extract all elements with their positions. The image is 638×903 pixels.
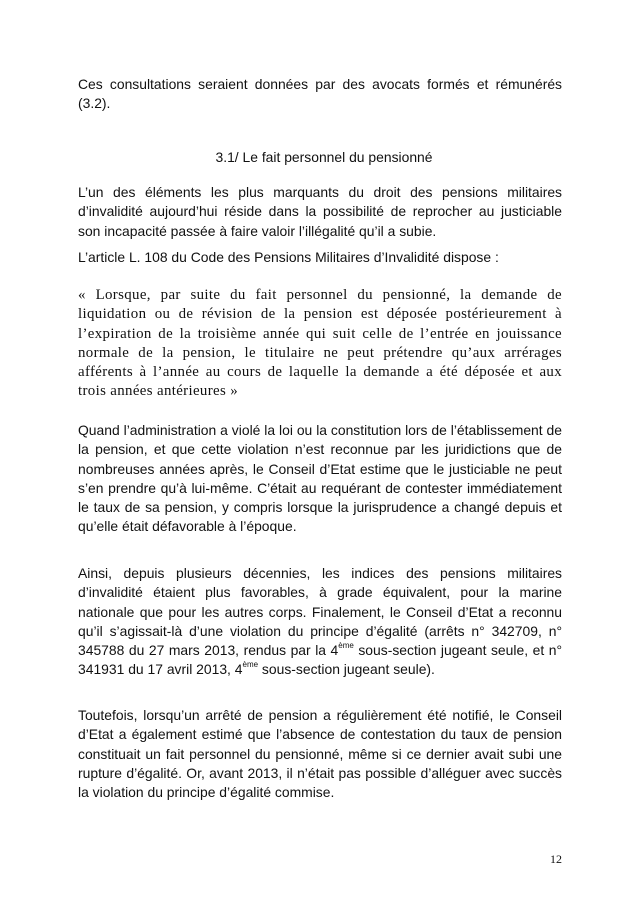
paragraph-fait-personnel: L’un des éléments les plus marquants du droit des pensions militaires d’invalidité aujourd’hui réside dans la possibilité de reprocher au justiciable son incapacité passée à faire valoir l’illégalité qu’il a subie. — [78, 184, 562, 239]
paragraph-intro: Ces consultations seraient données par des avocats formés et rémunérés (3.2). — [78, 76, 562, 112]
paragraph-administration: Quand l’administration a violé la loi ou la constitution lors de l’établissement de la pension, et que cette violation n’est reconnue par les juridictions que de nombreuses années après, le Conseil d’Etat estime que le justiciable ne peut s’en prendre qu’à lui-même. C’était au requérant de contester immédiatement le taux de sa pension, y compris lorsque la jurisprudence a changé depuis et qu’elle était défavorable à l’époque. — [78, 422, 562, 535]
page-number: 12 — [550, 852, 562, 866]
paragraph-toutefois: Toutefois, lorsqu’un arrêté de pension a régulièrement été notifié, le Conseil d’Etat a également estimé que l’absence de contestation du taux de pension constituait un fait personnel du pensionné, même si ce dernier avait subi une rupture d’égalité. Or, avant 2013, il n’était pas possible d’alléguer avec succès la violation du principe d’égalité commise. — [78, 707, 562, 801]
section-heading-text: 3.1/ Le fait personnel du pensionné — [215, 149, 433, 165]
section-heading — [0, 148, 638, 167]
superscript-ordinal-1: ème — [338, 641, 354, 651]
article-quote: « Lorsque, par suite du fait personnel du pensionné, la demande de liquidation ou de révision de la pension est déposée postérieurement à l’expiration de la troisième année qui suit celle de l’entrée en jouissance normale de la pension, le titulaire ne peut prétendre qu’aux arrérages afférents à l’année au cours de laquelle la demande a été déposée et aux trois années antérieures » — [78, 287, 562, 400]
paragraph-text-part-1: Ainsi, depuis plusieurs décennies, les indices des pensions militaires d’invalidité étaient plus favorables, à grade équivalent, pour la marine nationale que pour les autres corps. Finalement, le Conseil d’Etat a reconnu qu’il s’agissait-là d’une violation du principe d’égalité (arrêts n° 342709, n° 345788 du 27 mars 2013, rendus par la 4 — [78, 565, 562, 659]
paragraph-article-intro: L’article L. 108 du Code des Pensions Militaires d’Invalidité dispose : — [78, 249, 499, 265]
paragraph-text-part-2: sous-section jugeant seule, et n° 341931 du 17 avril 2013, 4 — [78, 642, 562, 678]
paragraph-text-part-3: sous-section jugeant seule). — [258, 661, 435, 678]
superscript-ordinal-2: ème — [242, 660, 259, 670]
paragraph-marine-nationale — [78, 564, 562, 680]
